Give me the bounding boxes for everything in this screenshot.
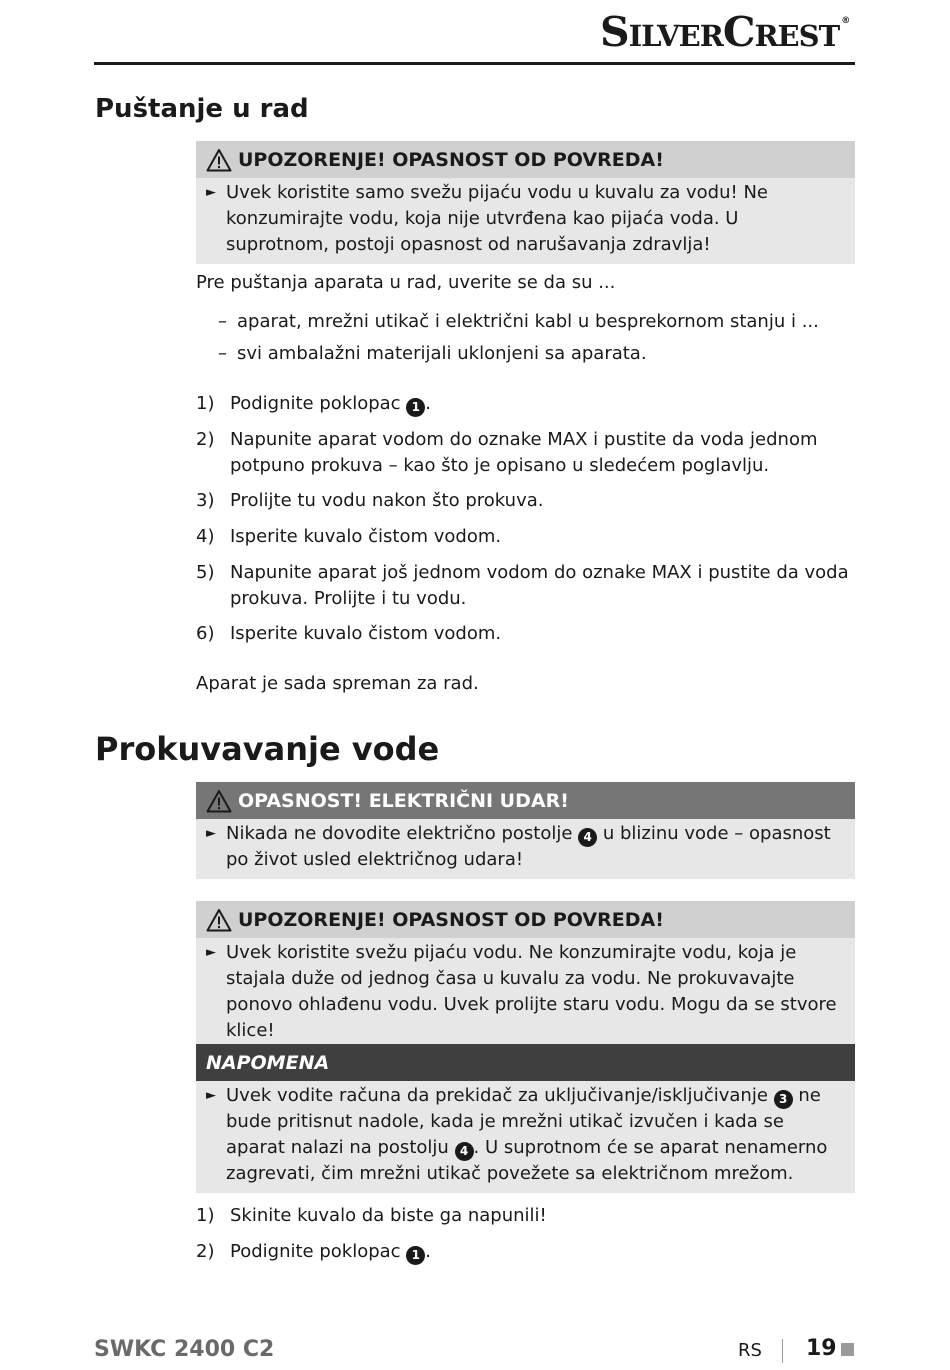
- warning-triangle-icon: [206, 148, 232, 172]
- warning-title: UPOZORENJE! OPASNOST OD POVREDA!: [238, 908, 664, 931]
- section-title-boiling: Prokuvavanje vode: [95, 730, 440, 768]
- danger-content: ► Nikada ne dovodite električno postolje 4 u blizinu vode – opasnost po život usled električnog udara!: [206, 823, 831, 870]
- footer-model: SWKC 2400 C2: [94, 1337, 275, 1362]
- warning-header: [196, 901, 855, 938]
- warning-text: Uvek koristite samo svežu pijaću vodu u kuvalu za vodu! Ne konzumirajte vodu, koja nije utvrđena kao pijaća voda. U suprotnom, postoji opasnost od narušavanja zdravlja!: [226, 182, 768, 255]
- warning-triangle-icon: [206, 908, 232, 932]
- step-text: Podignite poklopac 1 .: [230, 1239, 855, 1265]
- bullet-arrow-icon: ►: [206, 185, 216, 200]
- page-marker-square: [841, 1343, 854, 1356]
- step-text: Isperite kuvalo čistom vodom.: [230, 526, 502, 547]
- warning-text: Uvek koristite svežu pijaću vodu. Ne konzumirajte vodu, koja je stajala duže od jednog časa u kuvalu za vodu. Ne prokuvavajte ponovo ohlađenu vodu. Uvek prolijte staru vodu. Mogu da se stvore klice!: [226, 942, 837, 1041]
- warning-box-injury-2: [196, 901, 855, 1050]
- step-text: Podignite poklopac 1 .: [230, 391, 855, 417]
- bullet-arrow-icon: ►: [206, 826, 216, 841]
- part-ref-badge: 1: [406, 1246, 425, 1265]
- step-number: 2): [196, 1241, 215, 1262]
- warning-content: [196, 938, 855, 1050]
- registered-mark: ®: [841, 16, 850, 26]
- bullet-arrow-icon: ►: [206, 1088, 216, 1103]
- dash-bullet: –: [218, 343, 227, 364]
- footer-language: RS: [738, 1340, 762, 1361]
- step-number: 5): [196, 562, 215, 583]
- step-number: 1): [196, 393, 215, 414]
- step-number: 3): [196, 490, 215, 511]
- warning-content: [196, 178, 855, 264]
- note-box: [196, 1044, 855, 1193]
- note-header: [196, 1044, 855, 1081]
- warning-title: UPOZORENJE! OPASNOST OD POVREDA!: [238, 148, 664, 171]
- warning-box-injury: [196, 141, 855, 264]
- danger-header: [196, 782, 855, 819]
- step-text: Napunite aparat vodom do oznake MAX i pustite da voda jednom potpuno prokuva – kao što je opisano u sledećem poglavlju.: [230, 429, 818, 476]
- check-item: aparat, mrežni utikač i električni kabl u besprekornom stanju i ...: [237, 311, 819, 332]
- header-rule: [94, 62, 855, 65]
- part-ref-badge: 4: [455, 1142, 474, 1161]
- step-text: Skinite kuvalo da biste ga napunili!: [230, 1205, 547, 1226]
- danger-title: OPASNOST! ELEKTRIČNI UDAR!: [238, 789, 569, 812]
- step-number: 1): [196, 1205, 215, 1226]
- note-content: ► Uvek vodite računa da prekidač za uključivanje/isključivanje 3 ne bude pritisnut nadole, kada je mrežni utikač izvučen i kada se aparat nalazi na postolju 4 . U suprotnom će se aparat nenamerno zagrevati, čim mrežni utikač povežete sa električnom mrežom.: [206, 1085, 828, 1184]
- step-text: Napunite aparat još jednom vodom do oznake MAX i pustite da voda prokuva. Prolijte i tu vodu.: [230, 562, 849, 609]
- intro-text: Pre puštanja aparata u rad, uverite se da su ...: [196, 272, 616, 293]
- step-number: 4): [196, 526, 215, 547]
- step-number: 2): [196, 429, 215, 450]
- dash-bullet: –: [218, 311, 227, 332]
- page-number: 19: [806, 1336, 837, 1361]
- part-ref-badge: 3: [774, 1090, 793, 1109]
- part-ref-badge: 4: [578, 828, 597, 847]
- danger-box-electric: [196, 782, 855, 879]
- step-text: Prolijte tu vodu nakon što prokuva.: [230, 490, 544, 511]
- step-text: Isperite kuvalo čistom vodom.: [230, 623, 502, 644]
- brand-logo: SilverCrest ®: [600, 8, 850, 56]
- bullet-arrow-icon: ►: [206, 945, 216, 960]
- footer-separator: [782, 1339, 783, 1363]
- part-ref-badge: 1: [406, 398, 425, 417]
- warning-header: [196, 141, 855, 178]
- section-title-commissioning: Puštanje u rad: [95, 94, 309, 124]
- note-title: NAPOMENA: [206, 1051, 330, 1074]
- outro-text: Aparat je sada spreman za rad.: [196, 673, 479, 694]
- step-number: 6): [196, 623, 215, 644]
- warning-triangle-icon: [206, 789, 232, 813]
- check-item: svi ambalažni materijali uklonjeni sa aparata.: [237, 343, 647, 364]
